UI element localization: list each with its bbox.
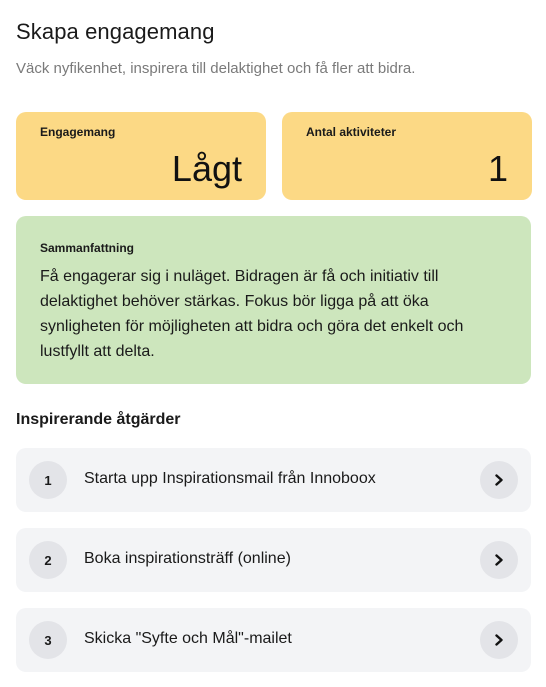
stat-value: 1 <box>487 148 508 189</box>
page-title: Skapa engagemang <box>16 19 215 44</box>
action-label: Skicka "Syfte och Mål"-mailet <box>84 630 292 647</box>
stat-card-engagement <box>16 112 266 200</box>
action-number-badge: 2 <box>29 541 67 579</box>
summary-text: Få engagerar sig i nuläget. Bidragen är få och initiativ till delaktighet behöver stärkas. Fokus bör ligga på att öka synligheten för möjligheten att bidra och göra det enkelt och lustfyllt att delta. <box>40 268 464 360</box>
page-subtitle: Väck nyfikenhet, inspirera till delaktighet och få fler att bidra. <box>16 60 416 77</box>
actions-section-title: Inspirerande åtgärder <box>16 411 181 428</box>
action-number-badge: 1 <box>29 461 67 499</box>
action-number-badge: 3 <box>29 621 67 659</box>
action-item-1[interactable] <box>16 448 531 512</box>
actions-list <box>16 448 531 687</box>
action-item-3[interactable] <box>16 608 531 672</box>
stat-value: Lågt <box>171 148 242 189</box>
chevron-right-icon[interactable] <box>480 461 518 499</box>
stat-card-activity-count <box>282 112 532 200</box>
action-label: Boka inspirationsträff (online) <box>84 550 291 567</box>
action-label: Starta upp Inspirationsmail från Innoboox <box>84 470 376 487</box>
summary-card <box>16 216 531 384</box>
chevron-right-icon[interactable] <box>480 621 518 659</box>
action-item-2[interactable] <box>16 528 531 592</box>
summary-label: Sammanfattning <box>40 241 135 255</box>
stat-label: Antal aktiviteter <box>306 125 397 139</box>
chevron-right-icon[interactable] <box>480 541 518 579</box>
stat-label: Engagemang <box>40 125 116 139</box>
